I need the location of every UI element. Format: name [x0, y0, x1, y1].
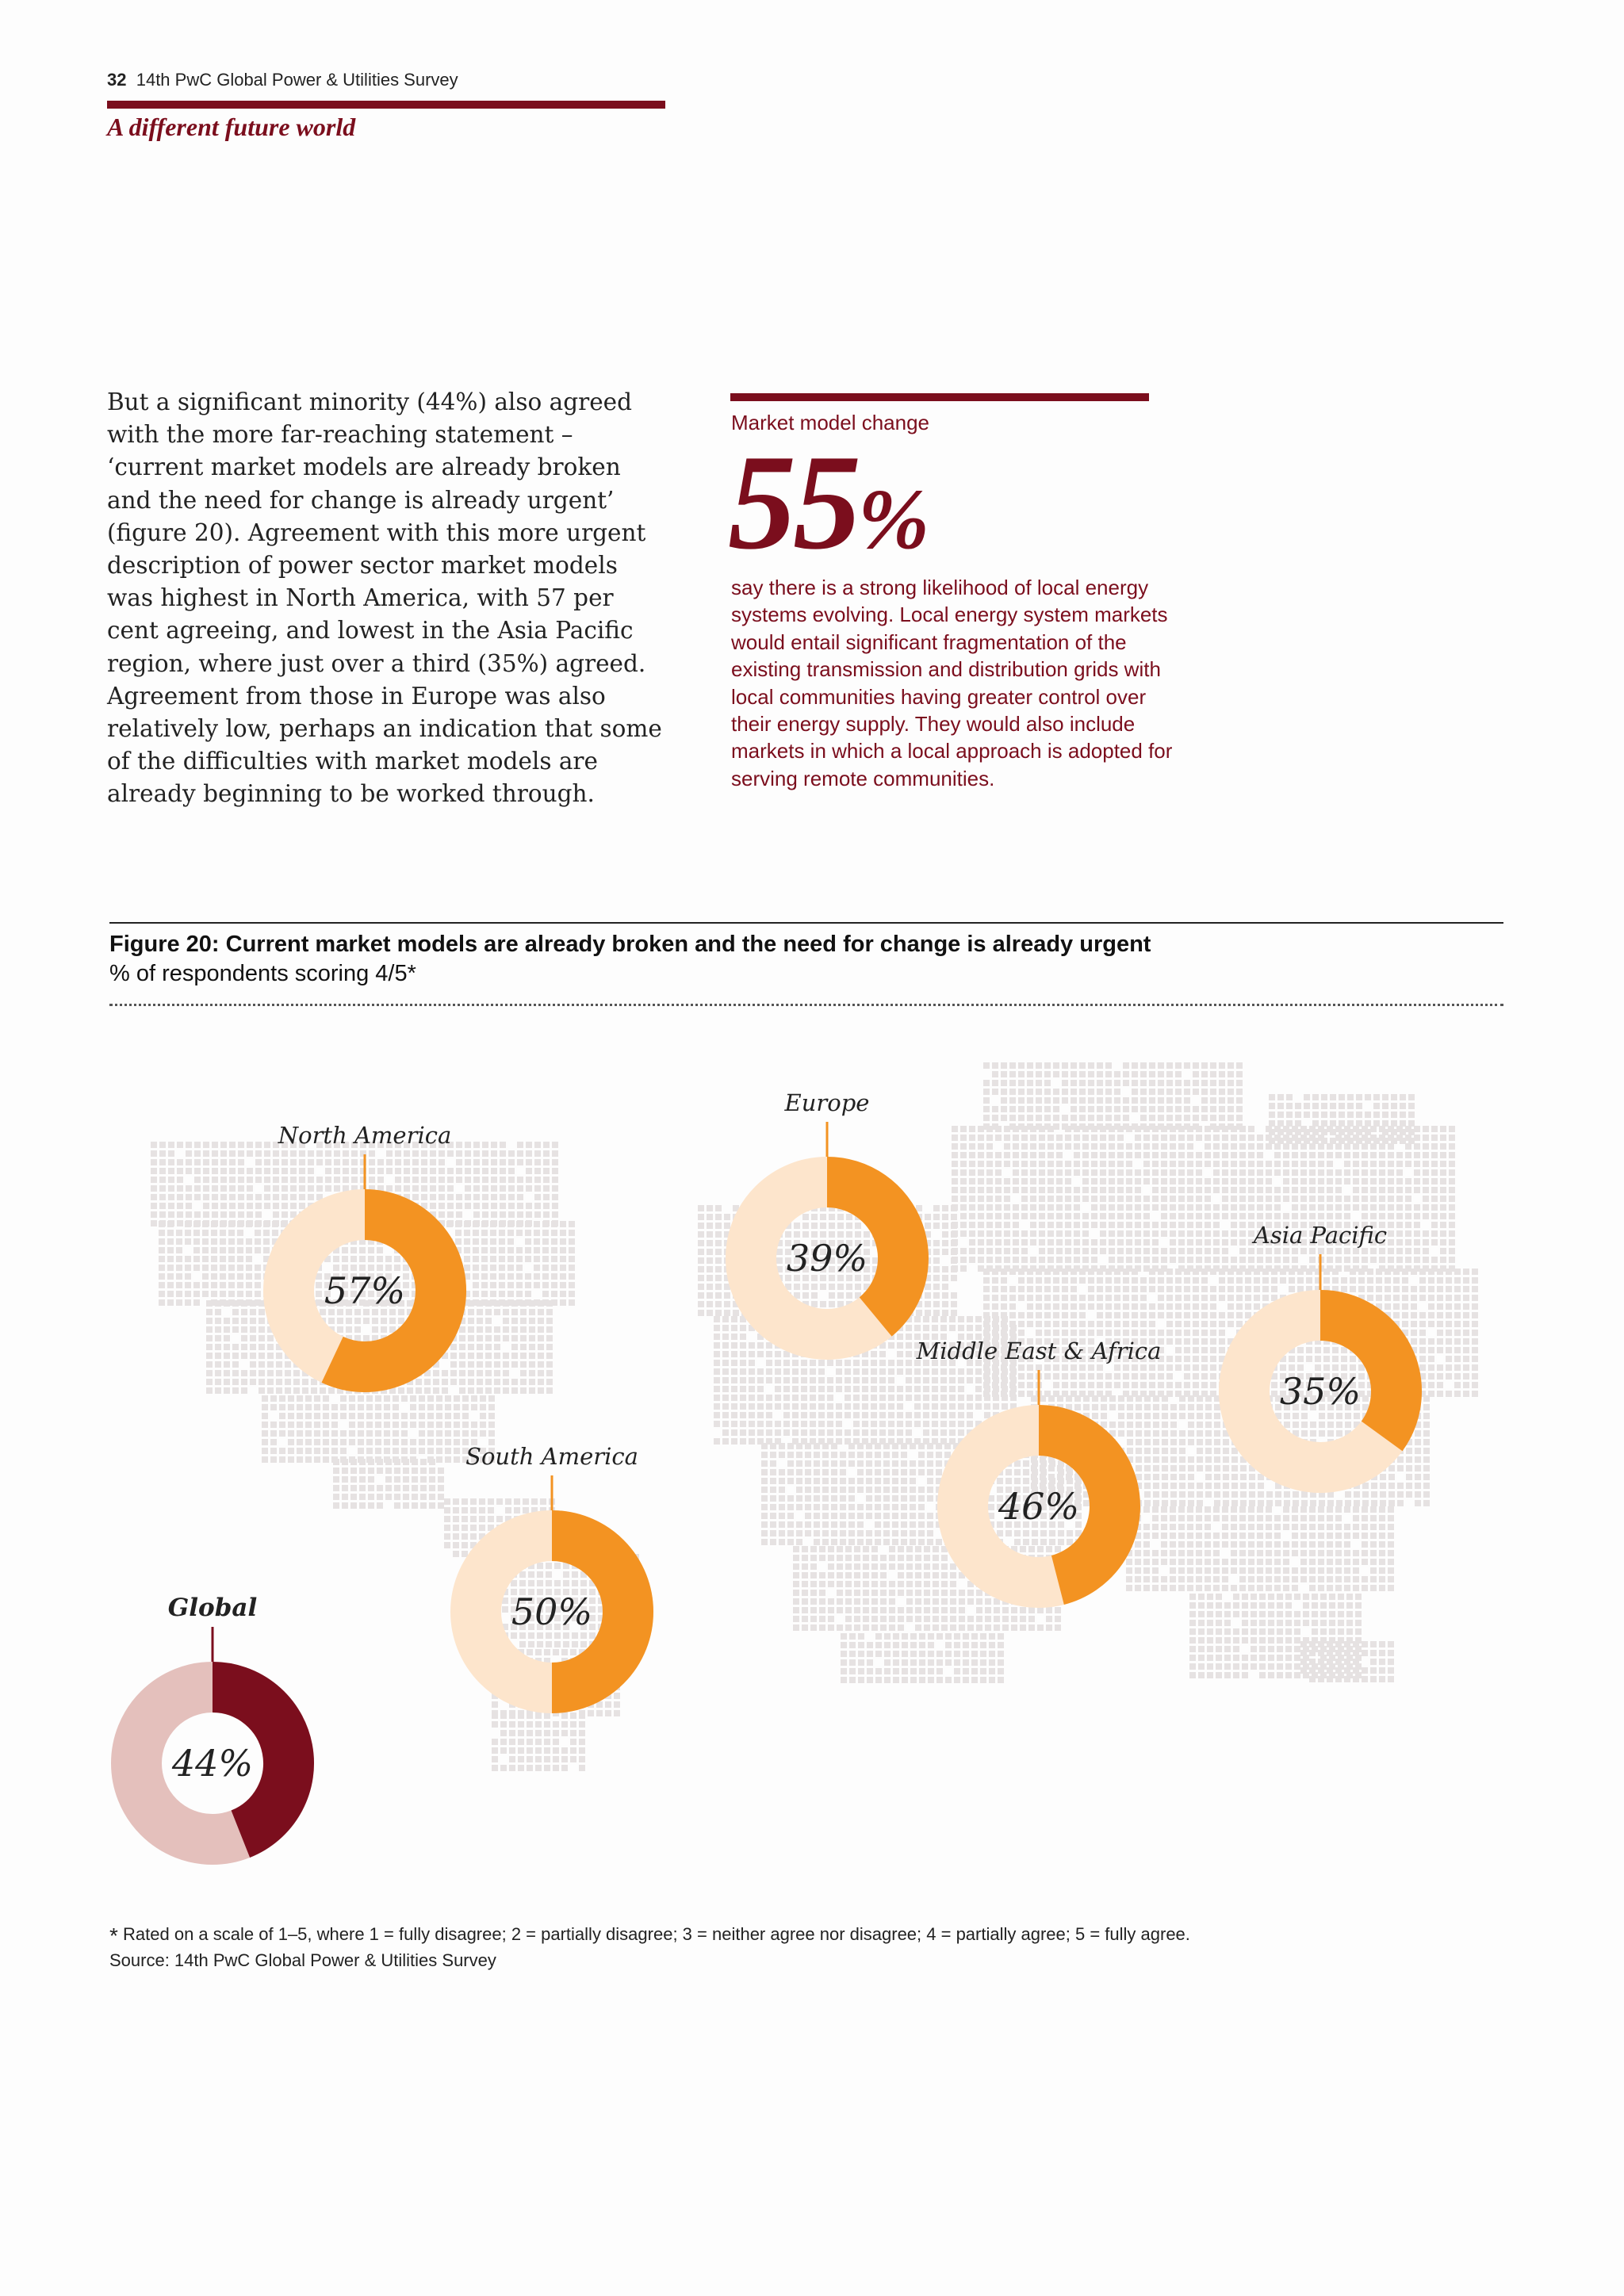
donut-label: Middle East & Africa [916, 1337, 1162, 1364]
donut-global [136, 1594, 289, 1839]
footnote-scale-text: Rated on a scale of 1–5, where 1 = fully disagree; 2 = partially disagree; 3 = neither agree nor disagree; 4 = partially agree; 5 = fully agree. [123, 1924, 1190, 1944]
callout-number: 55 [728, 427, 858, 578]
donut-label: Europe [784, 1089, 870, 1116]
publication-title: 14th PwC Global Power & Utilities Survey [136, 70, 458, 90]
donut-value-label: 39% [786, 1237, 868, 1280]
body-paragraph: But a significant minority (44%) also agreed with the more far-reaching statement – ‘current market models are already broken and the need for change is already urgent’ (figure 20). Agreement with this more urgent description of power sector market models was highest in North America, with 57 per cent agreeing, and lowest in the Asia Pacific region, where just over a third (35%) agreed. Agreement from those in Europe was also relatively low, perhaps an indication that some of the difficulties with market models are already beginning to be worked through. [107, 388, 662, 808]
callout-title: Market model change [731, 411, 930, 434]
donut-label: Asia Pacific [1253, 1222, 1388, 1249]
footnote-source: Source: 14th PwC Global Power & Utilities Survey [109, 1950, 496, 1970]
donut-europe [751, 1089, 903, 1334]
donut-label: Global [167, 1594, 258, 1622]
donut-value-label: 57% [324, 1269, 406, 1312]
footnote [109, 1922, 1190, 1973]
donut-value-label: 35% [1279, 1370, 1362, 1413]
section-title: A different future world [107, 113, 356, 141]
callout-unit: % [858, 473, 929, 567]
donut-value-label: 44% [171, 1742, 254, 1785]
donut-label: South America [465, 1443, 638, 1470]
figure-title: Figure 20: Current market models are already broken and the need for change is already urgent [109, 932, 1151, 957]
footnote-scale [109, 1922, 1190, 1948]
callout-text: say there is a strong likelihood of local energy systems evolving. Local energy system markets would entail significant fragmentation of the existing transmission and distribution grids with local communities having greater control over their energy supply. They would also include markets in which a local approach is adopted for serving remote communities. [731, 576, 1173, 790]
donut-value-label: 46% [998, 1485, 1080, 1528]
donut-label: North America [278, 1122, 452, 1149]
footnote-asterisk: * [109, 1923, 118, 1948]
page-number: 32 [107, 70, 127, 90]
figure-subtitle: % of respondents scoring 4/5* [109, 961, 416, 986]
donut-value-label: 50% [511, 1590, 593, 1633]
